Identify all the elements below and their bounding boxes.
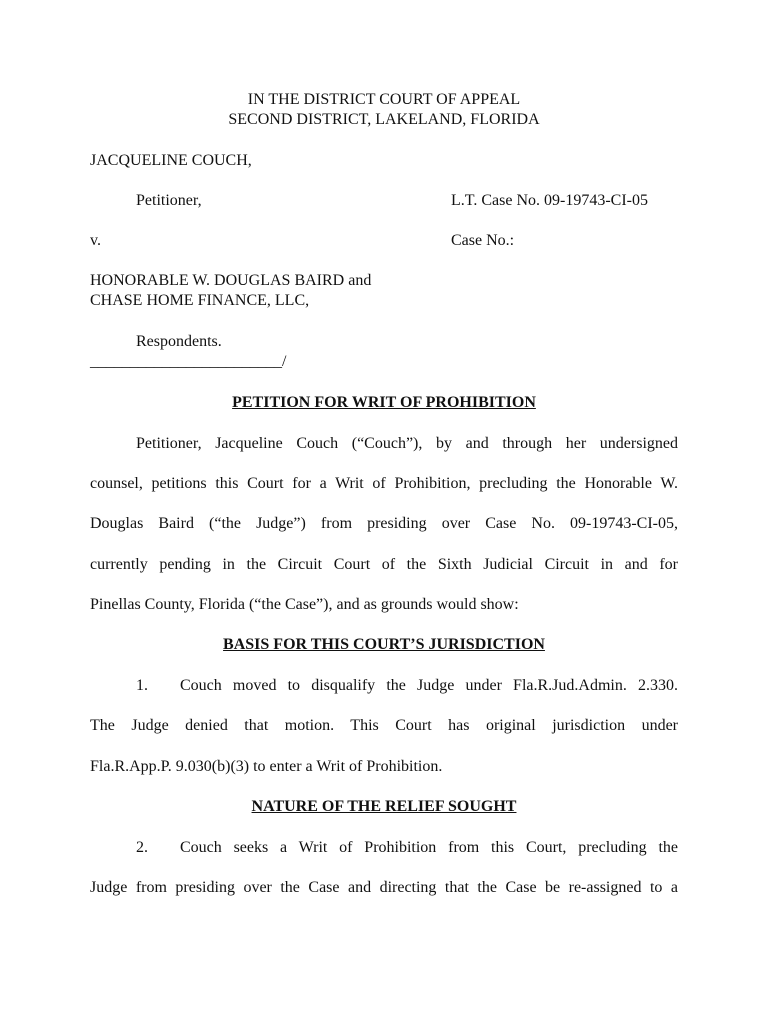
versus: v.	[90, 232, 101, 249]
court-name-line-1: IN THE DISTRICT COURT OF APPEAL	[247, 91, 521, 108]
caption-closing-rule: ________________________/	[90, 353, 287, 370]
respondent-line-2: CHASE HOME FINANCE, LLC,	[90, 292, 310, 309]
petitioner-name: JACQUELINE COUCH,	[90, 152, 252, 169]
paragraph-2-number: 2.	[136, 839, 148, 856]
court-name-line-2: SECOND DISTRICT, LAKELAND, FLORIDA	[228, 111, 540, 128]
respondent-line-1: HONORABLE W. DOUGLAS BAIRD and	[90, 272, 372, 289]
section-heading-jurisdiction: BASIS FOR THIS COURT’S JURISDICTION	[223, 636, 545, 653]
case-number-label: Case No.:	[451, 232, 515, 249]
document-title: PETITION FOR WRIT OF PROHIBITION	[232, 394, 536, 411]
paragraph-2-line-2: Judge from presiding over the Case and directing that the Case be re-assigned to a	[90, 879, 678, 896]
intro-line-5: Pinellas County, Florida (“the Case”), and as grounds would show:	[90, 596, 519, 613]
intro-line-1: Petitioner, Jacqueline Couch (“Couch”), by and through her undersigned	[136, 435, 678, 452]
intro-line-3: Douglas Baird (“the Judge”) from presiding over Case No. 09-19743-CI-05,	[90, 515, 678, 532]
paragraph-1-line-3: Fla.R.App.P. 9.030(b)(3) to enter a Writ of Prohibition.	[90, 758, 443, 775]
paragraph-1-number: 1.	[136, 677, 148, 694]
respondents-label: Respondents.	[136, 333, 222, 350]
paragraph-2-line-1: Couch seeks a Writ of Prohibition from this Court, precluding the	[180, 839, 678, 856]
petitioner-label: Petitioner,	[136, 192, 202, 209]
paragraph-1-line-1: Couch moved to disqualify the Judge under Fla.R.Jud.Admin. 2.330.	[180, 677, 678, 694]
paragraph-1-line-2: The Judge denied that motion. This Court has original jurisdiction under	[90, 717, 678, 734]
section-heading-relief: NATURE OF THE RELIEF SOUGHT	[251, 798, 517, 815]
intro-line-4: currently pending in the Circuit Court of the Sixth Judicial Circuit in and for	[90, 556, 678, 573]
lower-tribunal-case-number: L.T. Case No. 09-19743-CI-05	[451, 192, 648, 209]
intro-line-2: counsel, petitions this Court for a Writ of Prohibition, precluding the Honorable W.	[90, 475, 678, 492]
